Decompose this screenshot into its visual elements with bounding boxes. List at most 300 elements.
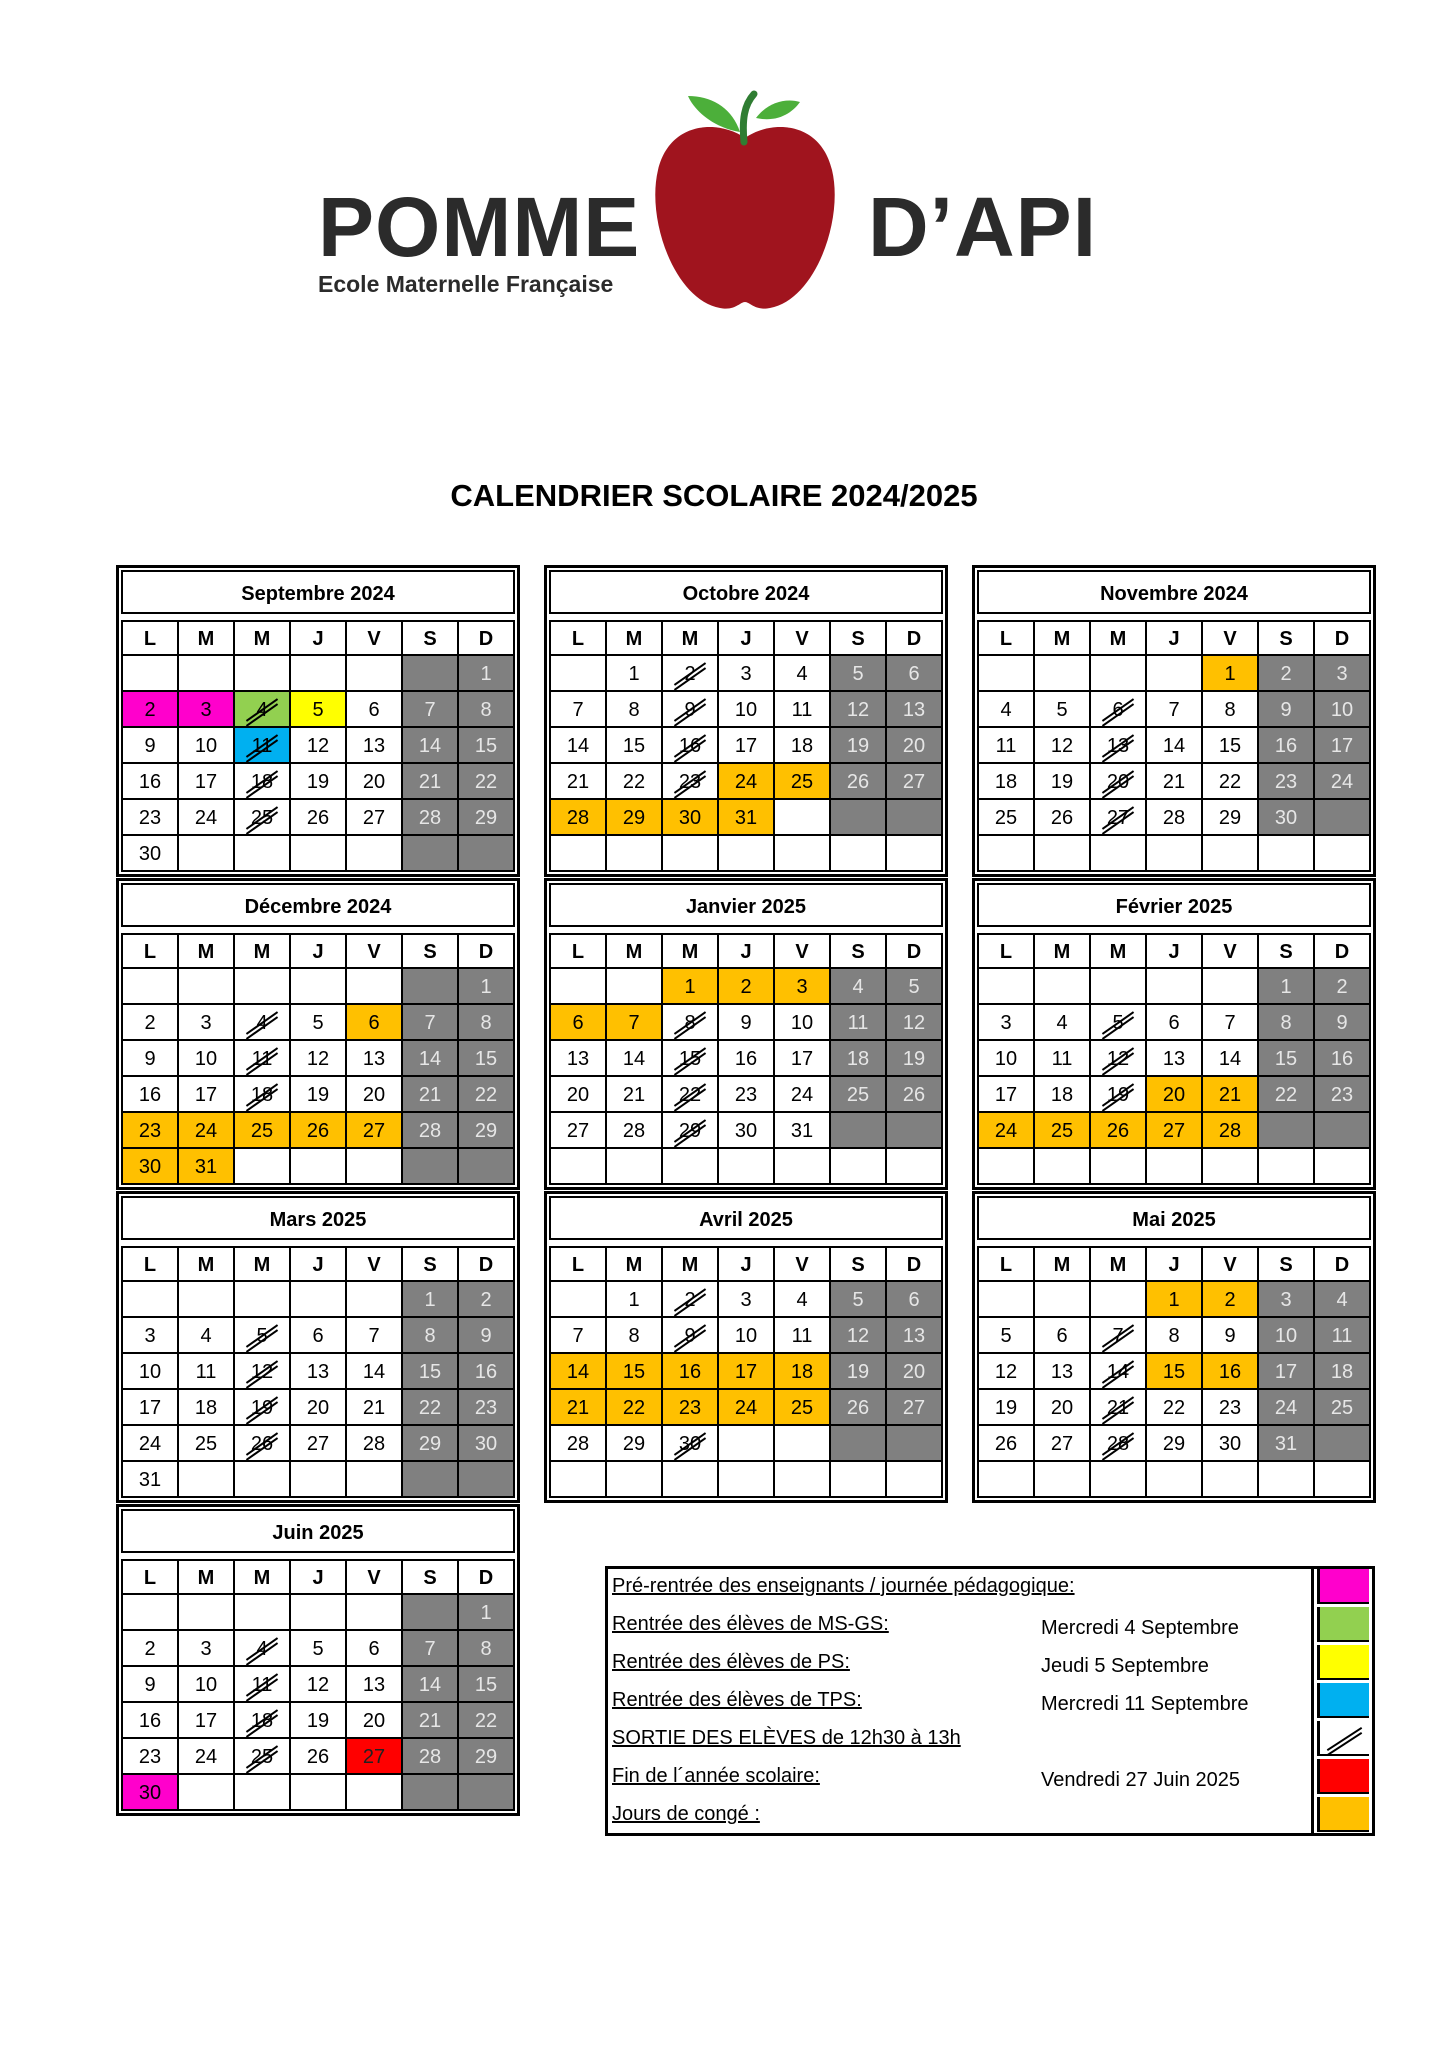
day-number: 20 bbox=[566, 1084, 590, 1106]
day-cell bbox=[775, 692, 831, 728]
month-block bbox=[116, 1191, 520, 1503]
day-number: 8 bbox=[1224, 699, 1236, 721]
month-block bbox=[116, 1504, 520, 1816]
day-number: 23 bbox=[1274, 771, 1298, 793]
weekday-header: D bbox=[459, 935, 515, 969]
empty-cell bbox=[831, 1113, 887, 1149]
day-number: 22 bbox=[418, 1397, 442, 1419]
day-cell bbox=[179, 1426, 235, 1462]
day-number: 26 bbox=[306, 1746, 330, 1768]
day-number: 29 bbox=[474, 807, 498, 829]
legend-label: Rentrée des élèves de TPS: bbox=[612, 1689, 862, 1711]
day-number: 28 bbox=[1106, 1433, 1130, 1455]
day-number: 30 bbox=[138, 1156, 162, 1178]
day-number: 29 bbox=[418, 1433, 442, 1455]
day-cell bbox=[291, 800, 347, 836]
day-cell bbox=[663, 764, 719, 800]
day-number: 7 bbox=[1168, 699, 1180, 721]
day-cell bbox=[459, 1703, 515, 1739]
day-cell bbox=[1035, 1318, 1091, 1354]
day-cell bbox=[1091, 1354, 1147, 1390]
empty-cell bbox=[123, 656, 179, 692]
legend-row bbox=[608, 1569, 1372, 1607]
empty-cell bbox=[1315, 1149, 1371, 1185]
day-cell bbox=[1315, 1318, 1371, 1354]
empty-cell bbox=[1147, 1149, 1203, 1185]
day-number: 3 bbox=[1336, 663, 1348, 685]
day-number: 9 bbox=[1224, 1325, 1236, 1347]
day-cell bbox=[347, 1390, 403, 1426]
day-number: 3 bbox=[200, 699, 212, 721]
day-cell bbox=[123, 764, 179, 800]
day-number: 20 bbox=[1162, 1084, 1186, 1106]
day-number: 31 bbox=[734, 807, 758, 829]
empty-cell bbox=[403, 969, 459, 1005]
day-number: 24 bbox=[790, 1084, 814, 1106]
day-number: 27 bbox=[566, 1120, 590, 1142]
day-number: 26 bbox=[250, 1433, 274, 1455]
empty-cell bbox=[291, 1282, 347, 1318]
empty-cell bbox=[235, 969, 291, 1005]
day-number: 8 bbox=[480, 1012, 492, 1034]
day-cell bbox=[123, 1077, 179, 1113]
day-cell bbox=[123, 1426, 179, 1462]
day-cell bbox=[179, 1667, 235, 1703]
month-block bbox=[116, 565, 520, 877]
day-cell bbox=[1091, 1113, 1147, 1149]
day-number: 26 bbox=[306, 1120, 330, 1142]
weekday-header: M bbox=[1035, 935, 1091, 969]
day-cell bbox=[179, 728, 235, 764]
weekday-header: M bbox=[1091, 622, 1147, 656]
day-number: 9 bbox=[684, 699, 696, 721]
day-cell bbox=[775, 1318, 831, 1354]
day-number: 16 bbox=[1274, 735, 1298, 757]
day-cell bbox=[459, 1667, 515, 1703]
day-number: 28 bbox=[418, 1746, 442, 1768]
day-number: 25 bbox=[250, 1746, 274, 1768]
day-number: 5 bbox=[852, 1289, 864, 1311]
weekday-header: L bbox=[123, 1248, 179, 1282]
day-number: 9 bbox=[1280, 699, 1292, 721]
month-grid bbox=[121, 933, 515, 1185]
empty-cell bbox=[459, 1775, 515, 1811]
day-cell bbox=[459, 1595, 515, 1631]
empty-cell bbox=[775, 800, 831, 836]
day-number: 10 bbox=[790, 1012, 814, 1034]
day-number: 2 bbox=[480, 1289, 492, 1311]
day-cell bbox=[663, 1318, 719, 1354]
day-number: 19 bbox=[846, 1361, 870, 1383]
day-cell bbox=[1091, 1318, 1147, 1354]
day-number: 20 bbox=[1050, 1397, 1074, 1419]
day-cell bbox=[719, 1077, 775, 1113]
day-cell bbox=[979, 764, 1035, 800]
day-cell bbox=[1035, 1426, 1091, 1462]
day-number: 29 bbox=[1162, 1433, 1186, 1455]
day-number: 4 bbox=[796, 1289, 808, 1311]
day-cell bbox=[347, 1005, 403, 1041]
day-number: 24 bbox=[1330, 771, 1354, 793]
day-cell bbox=[663, 1113, 719, 1149]
day-cell bbox=[459, 1282, 515, 1318]
day-cell bbox=[775, 1354, 831, 1390]
empty-cell bbox=[347, 656, 403, 692]
day-number: 19 bbox=[250, 1397, 274, 1419]
day-number: 3 bbox=[200, 1638, 212, 1660]
day-cell bbox=[459, 1426, 515, 1462]
legend-label: Rentrée des élèves de PS: bbox=[612, 1651, 850, 1673]
day-cell bbox=[1315, 656, 1371, 692]
day-number: 15 bbox=[1274, 1048, 1298, 1070]
day-cell bbox=[1147, 728, 1203, 764]
day-number: 22 bbox=[622, 1397, 646, 1419]
weekday-header: M bbox=[179, 622, 235, 656]
weekday-header: L bbox=[551, 935, 607, 969]
day-cell bbox=[607, 656, 663, 692]
day-number: 11 bbox=[1331, 1325, 1353, 1347]
day-cell bbox=[831, 728, 887, 764]
day-cell bbox=[607, 1077, 663, 1113]
day-number: 4 bbox=[256, 699, 268, 721]
day-number: 7 bbox=[572, 1325, 584, 1347]
day-cell bbox=[1035, 800, 1091, 836]
empty-cell bbox=[719, 836, 775, 872]
weekday-header: S bbox=[403, 622, 459, 656]
empty-cell bbox=[347, 1149, 403, 1185]
empty-cell bbox=[663, 1462, 719, 1498]
day-cell bbox=[775, 764, 831, 800]
day-cell bbox=[607, 1318, 663, 1354]
day-cell bbox=[887, 1282, 943, 1318]
day-cell bbox=[179, 1390, 235, 1426]
day-cell bbox=[719, 1282, 775, 1318]
day-cell bbox=[235, 1041, 291, 1077]
empty-cell bbox=[719, 1426, 775, 1462]
day-number: 26 bbox=[994, 1433, 1018, 1455]
weekday-header: L bbox=[123, 935, 179, 969]
day-number: 26 bbox=[846, 771, 870, 793]
weekday-header: J bbox=[1147, 622, 1203, 656]
day-number: 23 bbox=[138, 1746, 162, 1768]
weekday-header: V bbox=[1203, 1248, 1259, 1282]
day-cell bbox=[347, 728, 403, 764]
weekday-header: M bbox=[1091, 935, 1147, 969]
weekday-header: L bbox=[551, 622, 607, 656]
day-cell bbox=[291, 692, 347, 728]
day-cell bbox=[719, 1113, 775, 1149]
day-cell bbox=[459, 728, 515, 764]
day-cell bbox=[663, 1390, 719, 1426]
legend-swatch bbox=[1317, 1759, 1369, 1794]
month-title: Janvier 2025 bbox=[549, 883, 943, 927]
day-number: 8 bbox=[684, 1012, 696, 1034]
empty-cell bbox=[979, 969, 1035, 1005]
month-grid bbox=[977, 933, 1371, 1185]
day-cell bbox=[123, 1041, 179, 1077]
day-cell bbox=[1203, 1041, 1259, 1077]
day-cell bbox=[1147, 692, 1203, 728]
weekday-header: M bbox=[1035, 622, 1091, 656]
day-number: 10 bbox=[1274, 1325, 1298, 1347]
day-cell bbox=[235, 1390, 291, 1426]
weekday-header: S bbox=[831, 622, 887, 656]
empty-cell bbox=[1315, 1462, 1371, 1498]
day-number: 25 bbox=[250, 807, 274, 829]
day-cell bbox=[403, 800, 459, 836]
weekday-header: D bbox=[1315, 622, 1371, 656]
weekday-header: D bbox=[1315, 1248, 1371, 1282]
empty-cell bbox=[831, 836, 887, 872]
day-cell bbox=[1035, 1390, 1091, 1426]
legend-row bbox=[608, 1645, 1372, 1683]
day-cell bbox=[347, 1739, 403, 1775]
day-cell bbox=[1203, 1354, 1259, 1390]
day-number: 20 bbox=[306, 1397, 330, 1419]
weekday-header: J bbox=[719, 1248, 775, 1282]
day-cell bbox=[775, 1005, 831, 1041]
day-number: 18 bbox=[790, 735, 814, 757]
day-number: 21 bbox=[566, 771, 590, 793]
empty-cell bbox=[979, 656, 1035, 692]
day-number: 17 bbox=[790, 1048, 814, 1070]
weekday-header: M bbox=[235, 1248, 291, 1282]
empty-cell bbox=[551, 656, 607, 692]
weekday-header: M bbox=[235, 1561, 291, 1595]
empty-cell bbox=[1035, 1282, 1091, 1318]
empty-cell bbox=[347, 1462, 403, 1498]
day-number: 27 bbox=[362, 1746, 386, 1768]
day-number: 12 bbox=[306, 735, 330, 757]
apple-icon bbox=[640, 90, 850, 320]
day-number: 11 bbox=[251, 735, 273, 757]
day-number: 31 bbox=[194, 1156, 218, 1178]
day-cell bbox=[179, 1631, 235, 1667]
day-number: 6 bbox=[572, 1012, 584, 1034]
weekday-header: M bbox=[235, 935, 291, 969]
day-number: 4 bbox=[1000, 699, 1012, 721]
month-block bbox=[972, 878, 1376, 1190]
day-cell bbox=[403, 1005, 459, 1041]
weekday-header: L bbox=[979, 935, 1035, 969]
empty-cell bbox=[1035, 836, 1091, 872]
day-number: 17 bbox=[994, 1084, 1018, 1106]
empty-cell bbox=[291, 656, 347, 692]
day-number: 10 bbox=[194, 1048, 218, 1070]
day-number: 5 bbox=[1056, 699, 1068, 721]
day-cell bbox=[403, 764, 459, 800]
day-number: 12 bbox=[1050, 735, 1074, 757]
day-number: 6 bbox=[312, 1325, 324, 1347]
day-number: 12 bbox=[846, 699, 870, 721]
day-number: 2 bbox=[684, 1289, 696, 1311]
day-cell bbox=[179, 764, 235, 800]
month-block bbox=[972, 1191, 1376, 1503]
day-number: 2 bbox=[144, 1012, 156, 1034]
day-number: 26 bbox=[902, 1084, 926, 1106]
day-number: 18 bbox=[250, 1084, 274, 1106]
day-cell bbox=[347, 800, 403, 836]
month-title: Décembre 2024 bbox=[121, 883, 515, 927]
day-number: 15 bbox=[474, 1048, 498, 1070]
day-number: 12 bbox=[846, 1325, 870, 1347]
day-cell bbox=[235, 1318, 291, 1354]
day-number: 24 bbox=[138, 1433, 162, 1455]
day-number: 9 bbox=[740, 1012, 752, 1034]
day-cell bbox=[1035, 1077, 1091, 1113]
day-cell bbox=[607, 1041, 663, 1077]
empty-cell bbox=[459, 1149, 515, 1185]
month-grid bbox=[977, 1246, 1371, 1498]
day-number: 7 bbox=[424, 1012, 436, 1034]
weekday-header: S bbox=[403, 1561, 459, 1595]
day-cell bbox=[403, 1041, 459, 1077]
empty-cell bbox=[1091, 1462, 1147, 1498]
day-number: 28 bbox=[1218, 1120, 1242, 1142]
day-number: 5 bbox=[256, 1325, 268, 1347]
day-cell bbox=[719, 1318, 775, 1354]
day-cell bbox=[607, 1354, 663, 1390]
empty-cell bbox=[291, 1595, 347, 1631]
weekday-header: V bbox=[347, 1248, 403, 1282]
empty-cell bbox=[403, 1775, 459, 1811]
day-number: 21 bbox=[418, 1084, 442, 1106]
empty-cell bbox=[235, 836, 291, 872]
day-number: 21 bbox=[1106, 1397, 1130, 1419]
day-cell bbox=[235, 1426, 291, 1462]
day-cell bbox=[979, 800, 1035, 836]
day-number: 12 bbox=[994, 1361, 1018, 1383]
day-cell bbox=[1091, 1005, 1147, 1041]
day-number: 16 bbox=[138, 771, 162, 793]
empty-cell bbox=[1035, 656, 1091, 692]
weekday-header: D bbox=[459, 1561, 515, 1595]
weekday-header: V bbox=[1203, 935, 1259, 969]
day-number: 28 bbox=[418, 1120, 442, 1142]
day-cell bbox=[1259, 692, 1315, 728]
day-cell bbox=[663, 1041, 719, 1077]
empty-cell bbox=[551, 1462, 607, 1498]
day-cell bbox=[663, 692, 719, 728]
day-number: 6 bbox=[1056, 1325, 1068, 1347]
logo-text-left bbox=[318, 180, 641, 298]
day-number: 27 bbox=[362, 807, 386, 829]
school-logo bbox=[0, 0, 1448, 340]
empty-cell bbox=[1147, 1462, 1203, 1498]
day-number: 8 bbox=[480, 1638, 492, 1660]
weekday-header: D bbox=[459, 1248, 515, 1282]
day-number: 28 bbox=[566, 1433, 590, 1455]
month-title: Mars 2025 bbox=[121, 1196, 515, 1240]
day-cell bbox=[179, 1041, 235, 1077]
empty-cell bbox=[1091, 656, 1147, 692]
day-cell bbox=[459, 1739, 515, 1775]
legend-row bbox=[608, 1721, 1372, 1759]
month-grid bbox=[121, 1559, 515, 1811]
day-cell bbox=[607, 800, 663, 836]
day-number: 1 bbox=[424, 1289, 436, 1311]
day-cell bbox=[1259, 1282, 1315, 1318]
day-cell bbox=[663, 1426, 719, 1462]
day-cell bbox=[1203, 656, 1259, 692]
day-number: 28 bbox=[1162, 807, 1186, 829]
day-cell bbox=[719, 969, 775, 1005]
day-cell bbox=[607, 1282, 663, 1318]
day-number: 17 bbox=[194, 1084, 218, 1106]
empty-cell bbox=[347, 1595, 403, 1631]
empty-cell bbox=[1035, 969, 1091, 1005]
day-cell bbox=[551, 800, 607, 836]
day-number: 2 bbox=[740, 976, 752, 998]
day-number: 3 bbox=[1280, 1289, 1292, 1311]
day-number: 9 bbox=[144, 1048, 156, 1070]
day-number: 7 bbox=[1224, 1012, 1236, 1034]
day-cell bbox=[347, 764, 403, 800]
day-cell bbox=[347, 1041, 403, 1077]
empty-cell bbox=[403, 1462, 459, 1498]
logo-word-pomme: POMME bbox=[318, 180, 641, 274]
legend-swatch bbox=[1317, 1683, 1369, 1718]
day-cell bbox=[347, 1631, 403, 1667]
day-cell bbox=[1315, 1282, 1371, 1318]
day-number: 15 bbox=[1162, 1361, 1186, 1383]
weekday-header: M bbox=[235, 622, 291, 656]
empty-cell bbox=[1315, 836, 1371, 872]
empty-cell bbox=[1259, 1149, 1315, 1185]
weekday-header: D bbox=[887, 935, 943, 969]
day-cell bbox=[1147, 1318, 1203, 1354]
day-cell bbox=[887, 656, 943, 692]
day-cell bbox=[831, 764, 887, 800]
day-number: 20 bbox=[362, 1710, 386, 1732]
weekday-header: M bbox=[607, 935, 663, 969]
day-number: 1 bbox=[480, 976, 492, 998]
day-cell bbox=[979, 692, 1035, 728]
day-number: 13 bbox=[902, 699, 926, 721]
day-number: 30 bbox=[1274, 807, 1298, 829]
day-cell bbox=[1203, 1390, 1259, 1426]
day-cell bbox=[123, 692, 179, 728]
legend bbox=[605, 1566, 1375, 1836]
day-cell bbox=[1315, 692, 1371, 728]
day-number: 18 bbox=[1330, 1361, 1354, 1383]
weekday-header: V bbox=[347, 622, 403, 656]
day-cell bbox=[1091, 1426, 1147, 1462]
weekday-header: V bbox=[775, 935, 831, 969]
empty-cell bbox=[887, 1113, 943, 1149]
day-cell bbox=[1091, 692, 1147, 728]
empty-cell bbox=[887, 1426, 943, 1462]
empty-cell bbox=[775, 1149, 831, 1185]
empty-cell bbox=[403, 1149, 459, 1185]
day-cell bbox=[1315, 728, 1371, 764]
empty-cell bbox=[979, 1149, 1035, 1185]
day-cell bbox=[831, 1077, 887, 1113]
day-cell bbox=[123, 1631, 179, 1667]
day-number: 16 bbox=[474, 1361, 498, 1383]
weekday-header: D bbox=[1315, 935, 1371, 969]
day-cell bbox=[1091, 728, 1147, 764]
day-number: 1 bbox=[480, 1602, 492, 1624]
day-cell bbox=[123, 1462, 179, 1498]
day-cell bbox=[979, 728, 1035, 764]
day-number: 3 bbox=[1000, 1012, 1012, 1034]
day-cell bbox=[719, 656, 775, 692]
weekday-header: L bbox=[123, 1561, 179, 1595]
day-cell bbox=[775, 656, 831, 692]
day-number: 13 bbox=[362, 1048, 386, 1070]
day-number: 11 bbox=[791, 699, 813, 721]
